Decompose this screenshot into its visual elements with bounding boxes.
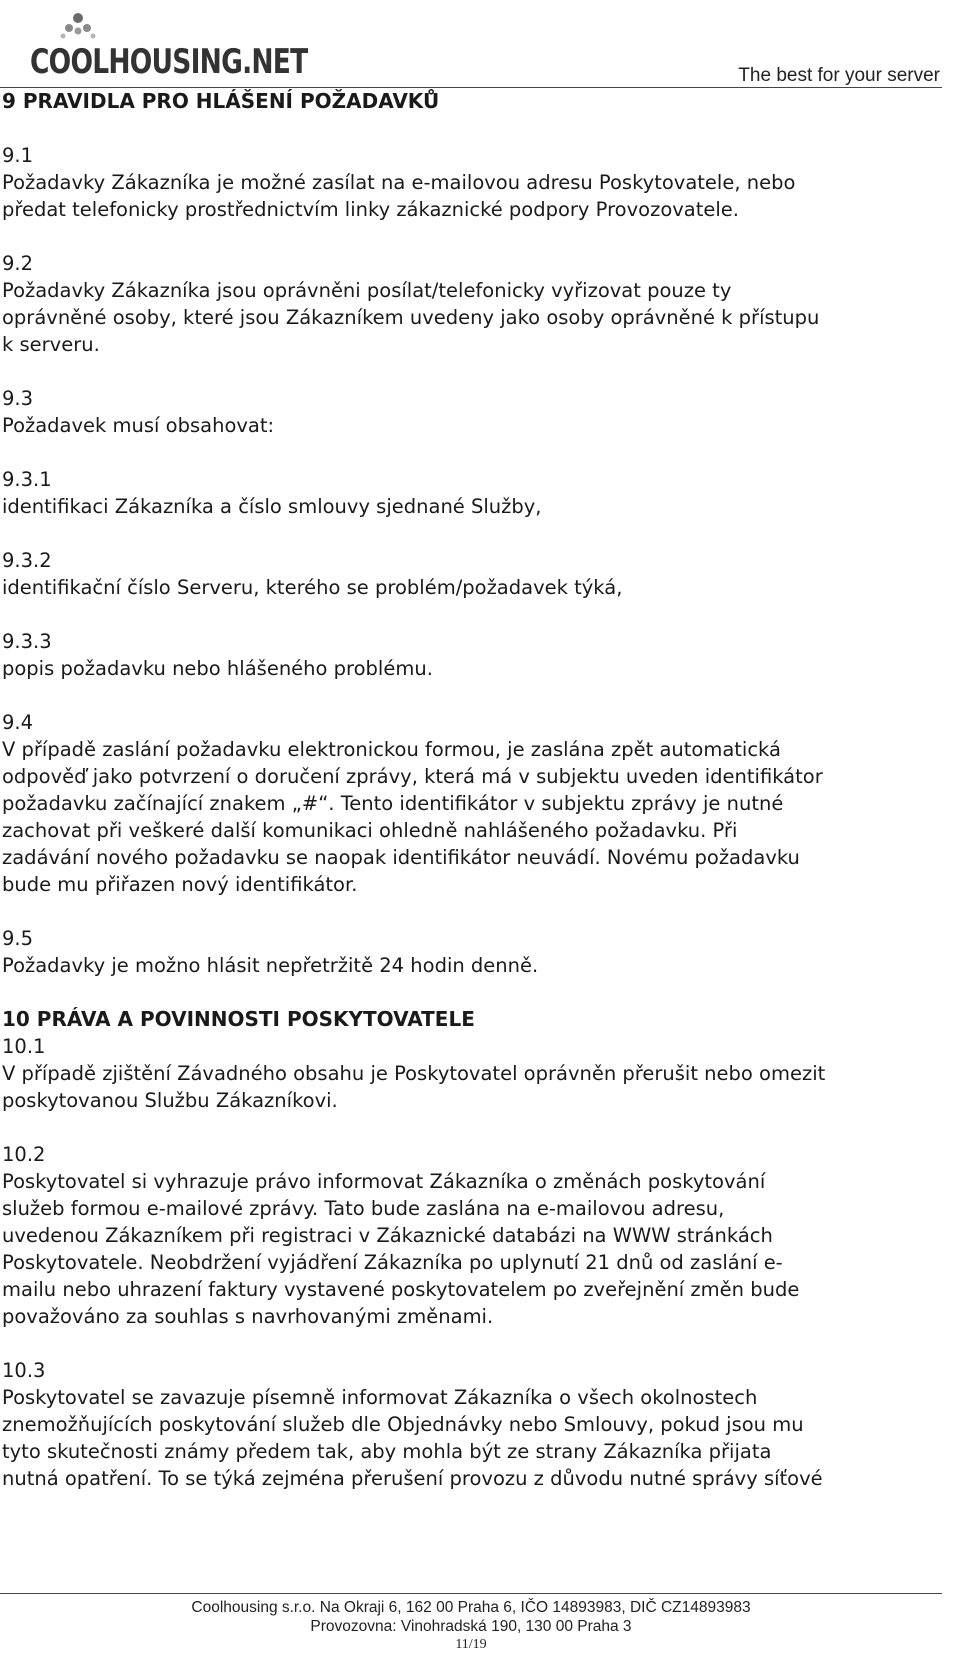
- clause-text: popis požadavku nebo hlášeného problému.: [2, 657, 433, 680]
- clause-number: 9.3.3: [2, 630, 52, 653]
- clause-text: identifikační číslo Serveru, kterého se problém/požadavek týká,: [2, 576, 623, 599]
- clause-number: 9.4: [2, 711, 34, 734]
- clause-text: V případě zjištění Závadného obsahu je Poskytovatel oprávněn přerušit nebo omezit poskytovanou Službu Zákazníkovi.: [2, 1062, 826, 1112]
- clause-number: 9.3.2: [2, 549, 52, 572]
- header-tagline: The best for your server: [738, 65, 940, 86]
- clause-number: 10.1: [2, 1035, 46, 1058]
- clause-number: 9.5: [2, 927, 34, 950]
- section-9-heading: 9 PRAVIDLA PRO HLÁŠENÍ POŽADAVKŮ: [2, 89, 440, 113]
- clause-text: Požadavek musí obsahovat:: [2, 414, 275, 437]
- clause-number: 9.2: [2, 252, 34, 275]
- clause-number: 10.3: [2, 1359, 46, 1382]
- clause-number: 9.3.1: [2, 468, 52, 491]
- page-footer: [0, 1598, 942, 1653]
- document-body: [2, 88, 942, 1492]
- page-number: 11/19: [455, 1637, 487, 1652]
- clause-text: Požadavky je možno hlásit nepřetržitě 24 hodin denně.: [2, 954, 539, 977]
- clause-number: 9.1: [2, 144, 34, 167]
- footer-company-line: Coolhousing s.r.o. Na Okraji 6, 162 00 Praha 6, IČO 14893983, DIČ CZ14893983: [191, 1599, 751, 1616]
- clause-number: 10.2: [2, 1143, 46, 1166]
- footer-divider: [0, 1593, 942, 1594]
- clause-text: Poskytovatel se zavazuje písemně informovat Zákazníka o všech okolnostech znemožňujících poskytování služeb dle Objednávky nebo Smlouvy, pokud jsou mu tyto skutečnosti známy předem tak, aby mohla být ze strany Zákazníka přijata nutná opatření. To se týká zejména přerušení provozu z důvodu nutné správy síťové: [2, 1386, 823, 1490]
- logo-text: COOLHOUSING.NET: [30, 42, 308, 82]
- coolhousing-logo: [30, 12, 330, 82]
- clause-text: Poskytovatel si vyhrazuje právo informovat Zákazníka o změnách poskytování služeb formou e-mailové zprávy. Tato bude zaslána na e-mailovou adresu, uvedenou Zákazníkem při registraci v Zákaznické databázi na WWW stránkách Poskytovatele. Neobdržení vyjádření Zákazníka po uplynutí 21 dnů od zaslání e- mailu nebo uhrazení faktury vystavené poskytovatelem po zveřejnění změn bude považováno za souhlas s navrhovanými změnami.: [2, 1170, 800, 1328]
- footer-address-line: Provozovna: Vinohradská 190, 130 00 Praha 3: [310, 1618, 632, 1635]
- coolhousing-logo-icon: [58, 12, 98, 42]
- clause-text: identifikaci Zákazníka a číslo smlouvy sjednané Služby,: [2, 495, 542, 518]
- clause-text: Požadavky Zákazníka jsou oprávněni posílat/telefonicky vyřizovat pouze ty oprávněné osoby, které jsou Zákazníkem uvedeny jako osoby oprávněné k přístupu k serveru.: [2, 279, 820, 356]
- clause-number: 9.3: [2, 387, 34, 410]
- section-10-heading: 10 PRÁVA A POVINNOSTI POSKYTOVATELE: [2, 1007, 475, 1031]
- clause-text: Požadavky Zákazníka je možné zasílat na e-mailovou adresu Poskytovatele, nebo předat telefonicky prostřednictvím linky zákaznické podpory Provozovatele.: [2, 171, 796, 221]
- clause-text: V případě zaslání požadavku elektronickou formou, je zaslána zpět automatická odpověď jako potvrzení o doručení zprávy, která má v subjektu uveden identifikátor požadavku začínající znakem „#“. Tento identifikátor v subjektu zprávy je nutné zachovat při veškeré další komunikaci ohledně nahlášeného požadavku. Při zadávání nového požadavku se naopak identifikátor neuvádí. Novému požadavku bude mu přiřazen nový identifikátor.: [2, 738, 823, 896]
